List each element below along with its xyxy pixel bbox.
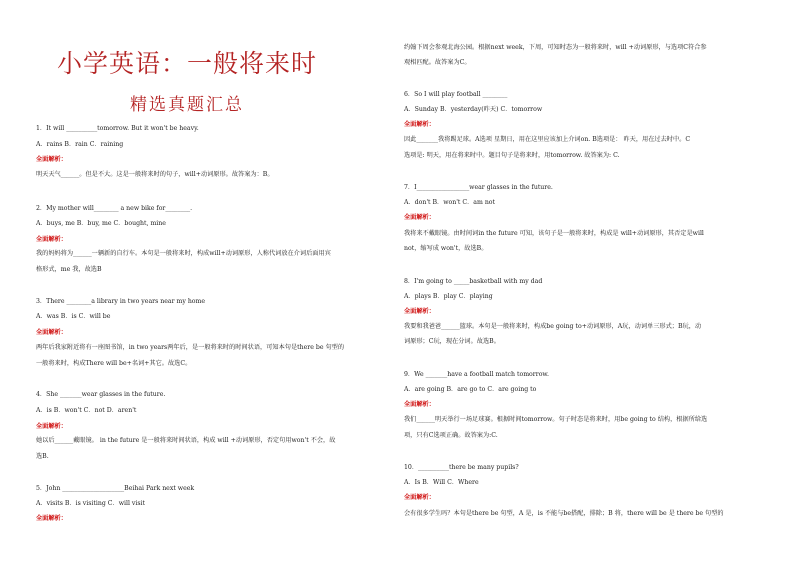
question-1-analysis-label: 全面解析： <box>36 156 67 163</box>
question-2-analysis-label: 全面解析： <box>36 236 67 243</box>
question-3-explanation-2: 一般将来时，构成There will be+名词+其它。故选C。 <box>36 360 192 367</box>
question-9-options: A．are going B．are go to C．are going to <box>404 386 537 393</box>
question-1-explanation: 明天天气______。但是不大。这是一般将来时的句子，will+动词原形。故答案为：B。 <box>36 171 274 178</box>
question-6: 6．So I will play football ________ <box>404 91 508 98</box>
question-2-explanation-1: 我的妈妈将为______一辆新的自行车。本句是一般将来时，构成will+动词原形，人称代词放在介词后面用宾 <box>36 250 331 257</box>
question-6-analysis-label: 全面解析： <box>404 121 435 128</box>
question-7: 7．I_________________wear glasses in the future. <box>404 184 553 191</box>
question-8-analysis-label: 全面解析： <box>404 308 435 315</box>
question-4-explanation-1: 她以后______戴眼镜。 in the future 是一般将来时间状语，构成 will +动词原形，否定句用won't 不会，故 <box>36 437 336 444</box>
question-9: 9．We _______have a football match tomorrow. <box>404 371 549 378</box>
question-3: 3．There ________a library in two years near my home <box>36 298 206 305</box>
question-2: 2．My mother will________ a new bike for________. <box>36 205 193 212</box>
question-5-explanation-2: 观相匹配。故答案为C。 <box>404 59 471 66</box>
question-5-analysis-label: 全面解析： <box>36 515 67 522</box>
page-subtitle: 精选真题汇总 <box>130 95 244 115</box>
question-1: 1．It will __________tomorrow. But it won't be heavy. <box>36 125 199 132</box>
question-6-explanation-1: 因此_______我将踢足球。A选项 星期日，用在这里应该加上介词on. B选项是： 昨天，用在过去时中。C <box>404 136 691 143</box>
question-6-options: A．Sunday B．yesterday(昨天) C．tomorrow <box>404 106 543 113</box>
question-4-analysis-label: 全面解析： <box>36 423 67 430</box>
question-7-analysis-label: 全面解析： <box>404 214 435 221</box>
question-6-explanation-2: 选项是: 明天，用在将来时中。题目句子是将来时，用tomorrow. 故答案为: C. <box>404 152 620 159</box>
question-4-options: A．is B．won't C．not D．aren't <box>36 407 137 414</box>
question-7-explanation-1: 我将来不戴眼镜。由时间词in the future 可知，该句子是一般将来时，构成是 will+动词原形，其否定是will <box>404 230 704 237</box>
question-10-explanation: 会有很多学生吗？本句是there be 句型，A 是，is 不能与be搭配，排除；B 将，there will be 是 there be 句型的 <box>404 510 724 517</box>
question-3-analysis-label: 全面解析： <box>36 329 67 336</box>
question-2-options: A．buys, me B．buy, me C．bought, mine <box>36 220 166 227</box>
question-10: 10．__________there be many pupils? <box>404 464 519 471</box>
question-7-explanation-2: not，缩写成 won't，故选B。 <box>404 245 488 252</box>
question-9-explanation-1: 我们______明天举行一场足球赛。根据时间tomorrow。句子时态是将来时，用be going to 结构，根据所给选 <box>404 416 708 423</box>
question-4-explanation-2: 选B. <box>36 453 49 460</box>
question-5-options: A．visits B．is visiting C．will visit <box>36 500 146 507</box>
question-10-options: A．Is B．Will C．Where <box>404 479 479 486</box>
question-8-explanation-2: 词原形；C玩，现在分词。故选B。 <box>404 338 500 345</box>
question-7-options: A．don't B．won't C．am not <box>404 199 496 206</box>
question-3-explanation-1: 两年后我家附近将有一座图书馆，in two years两年后，是一般将来时的时间状语，可知本句是there be 句型的 <box>36 344 345 351</box>
question-10-analysis-label: 全面解析： <box>404 494 435 501</box>
question-4: 4．She _______wear glasses in the future. <box>36 391 166 398</box>
question-8-options: A．plays B．play C．playing <box>404 293 493 300</box>
question-5-explanation-1: 约翰下周会参观北海公园。根据next week，下周，可知时态为一般将来时，will +动词原形，与选项C符合参 <box>404 44 707 51</box>
question-9-analysis-label: 全面解析： <box>404 401 435 408</box>
question-9-explanation-2: 项，只有C选项正确。故答案为:C. <box>404 432 498 439</box>
question-2-explanation-2: 格形式，me 我，故选B <box>36 266 102 273</box>
question-5: 5．John ____________________Beihai Park next week <box>36 485 195 492</box>
question-8: 8．I'm going to _____basketball with my dad <box>404 278 543 285</box>
page-title: 小学英语：一般将来时 <box>56 49 317 78</box>
question-8-explanation-1: 我要和我爸爸______篮球。本句是一般将来时，构成be going to+动词原形，A玩，动词单三形式；B玩，动 <box>404 323 702 330</box>
question-3-options: A．was B．is C．will be <box>36 313 111 320</box>
question-1-options: A．rains B．rain C．raining <box>36 141 124 148</box>
